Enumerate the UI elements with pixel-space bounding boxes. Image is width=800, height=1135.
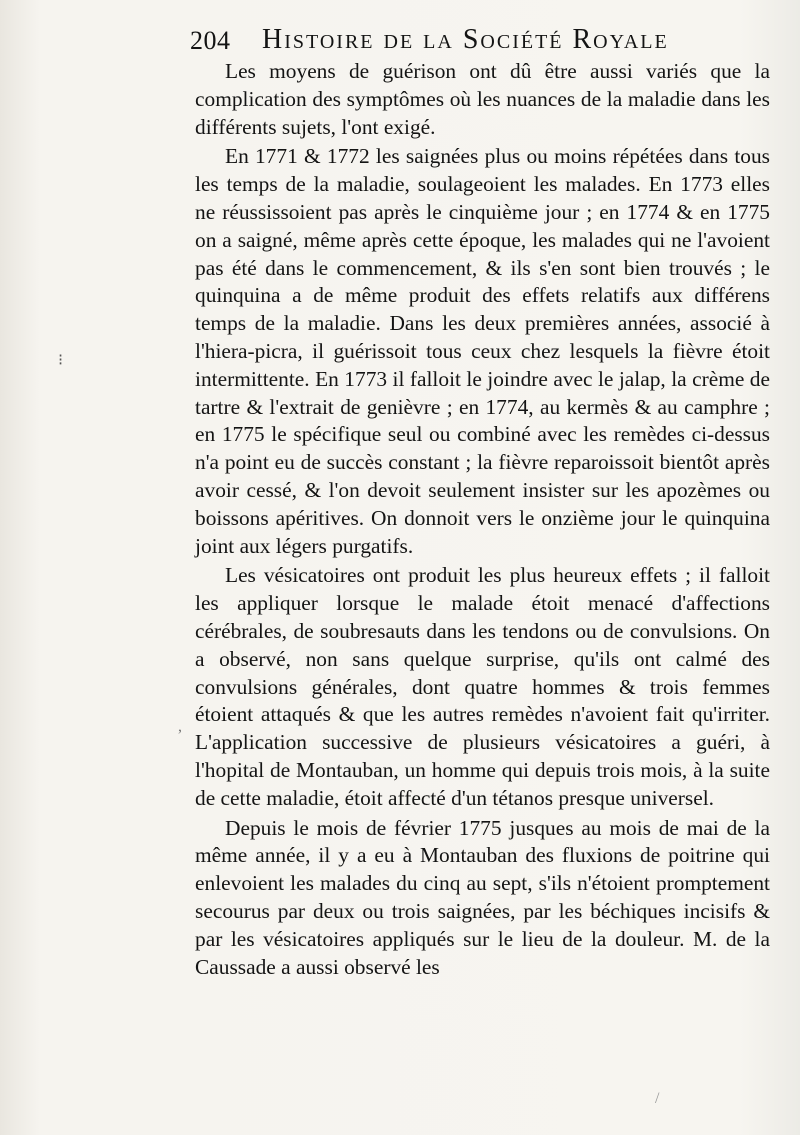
margin-mark: /: [655, 1090, 660, 1107]
body-text: [195, 58, 770, 981]
margin-mark: ,: [178, 718, 182, 735]
page-number: 204: [190, 26, 231, 55]
paragraph: Les vésicatoires ont produit les plus heureux effets ; il falloit les appliquer lorsque le malade étoit menacé d'affections cérébrales, de soubresauts dans les tendons ou de convulsions. On a observé, non sans quelque surprise, qu'ils ont calmé des convulsions générales, dont quatre hommes & trois femmes étoient attaqués & que les autres remèdes n'avoient fait qu'irriter. L'application successive de plusieurs vésicatoires a guéri, à l'hopital de Montauban, un homme qui depuis trois mois, à la suite de cette maladie, étoit affecté d'un tétanos presque universel.: [195, 563, 770, 810]
page-header: [190, 22, 750, 62]
running-title: Histoire de la Société Royale: [262, 24, 669, 55]
paragraph: En 1771 & 1772 les saignées plus ou moins répétées dans tous les temps de la maladie, soulageoient les malades. En 1773 elles ne réussissoient pas après le cinquième jour ; en 1774 & en 1775 on a saigné, même après cette époque, les malades qui ne l'avoient pas été dans le commencement, & ils s'en sont bien trouvés ; le quinquina a de même produit des effets relatifs aux différens temps de la maladie. Dans les deux premières années, associé à l'hiera-picra, il guérissoit tous ceux chez lesquels la fièvre étoit intermittente. En 1773 il falloit le joindre avec le jalap, la crème de tartre & l'extrait de genièvre ; en 1774, au kermès & au camphre ; en 1775 le spécifique seul ou combiné avec les remèdes ci-dessus n'a point eu de succès constant ; la fièvre reparoissoit bientôt après avoir cessé, & l'on devoit seulement insister sur les apozèmes ou boissons apéritives. On donnoit vers le onzième jour le quinquina joint aux légers purgatifs.: [195, 144, 770, 558]
margin-mark: ⁝: [58, 352, 64, 369]
paragraph: Les moyens de guérison ont dû être aussi variés que la complication des symptômes où les nuances de la maladie dans les différents sujets, l'ont exigé.: [195, 59, 770, 139]
paragraph: Depuis le mois de février 1775 jusques au mois de mai de la même année, il y a eu à Montauban des fluxions de poitrine qui enlevoient les malades du cinq au sept, s'ils n'étoient promptement secourus par deux ou trois saignées, par les béchiques incisifs & par les vésicatoires appliqués sur le lieu de la douleur. M. de la Caussade a aussi observé les: [195, 815, 770, 979]
